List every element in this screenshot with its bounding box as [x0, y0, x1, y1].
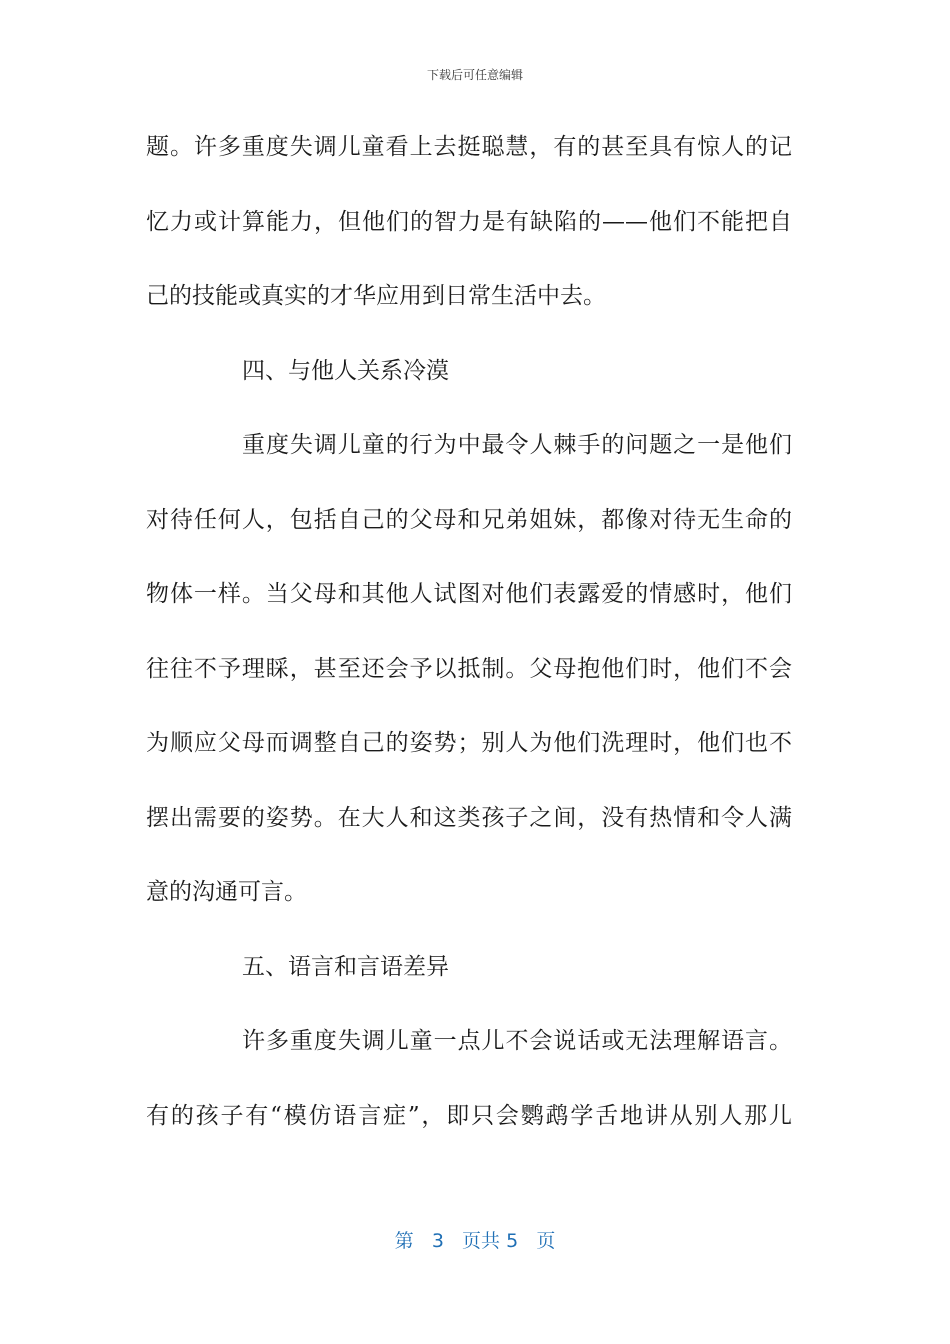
- footer-prefix: 第: [394, 1230, 414, 1252]
- body-line: 意的沟通可言。: [146, 879, 307, 905]
- page-footer: [0, 1226, 950, 1253]
- body-line: 摆出需要的姿势。在大人和这类孩子之间，没有热情和令人满: [146, 804, 792, 831]
- body-line: 有的孩子有“模仿语言症”，即只会鹦鹉学舌地讲从别人那儿: [146, 1102, 792, 1129]
- body-line: 为顺应父母而调整自己的姿势；别人为他们洗理时，他们也不: [146, 730, 792, 756]
- body-line: 忆力或计算能力，但他们的智力是有缺陷的——他们不能把自: [146, 208, 792, 235]
- header-note: 下载后可任意编辑: [426, 68, 523, 82]
- body-line: 对待任何人，包括自己的父母和兄弟姐妹，都像对待无生命的: [146, 506, 792, 533]
- footer-current-page: 3: [431, 1230, 444, 1252]
- footer-suffix: 页: [536, 1230, 556, 1252]
- body-line: 己的技能或真实的才华应用到日常生活中去。: [146, 283, 606, 309]
- body-line: 往往不予理睬，甚至还会予以抵制。父母抱他们时，他们不会: [146, 655, 792, 682]
- footer-middle: 页共: [462, 1230, 501, 1252]
- section-heading-5: 五、语言和言语差异: [242, 953, 449, 980]
- body-line: 许多重度失调儿童一点儿不会说话或无法理解语言。: [242, 1028, 792, 1054]
- body-line: 物体一样。当父母和其他人试图对他们表露爱的情感时，他们: [146, 581, 792, 607]
- section-heading-4: 四、与他人关系冷漠: [242, 357, 449, 384]
- body-line: 重度失调儿童的行为中最令人棘手的问题之一是他们: [242, 432, 792, 458]
- document-body: [146, 124, 792, 1167]
- footer-total-pages: 5: [506, 1230, 519, 1252]
- body-line: 题。许多重度失调儿童看上去挺聪慧，有的甚至具有惊人的记: [146, 134, 792, 160]
